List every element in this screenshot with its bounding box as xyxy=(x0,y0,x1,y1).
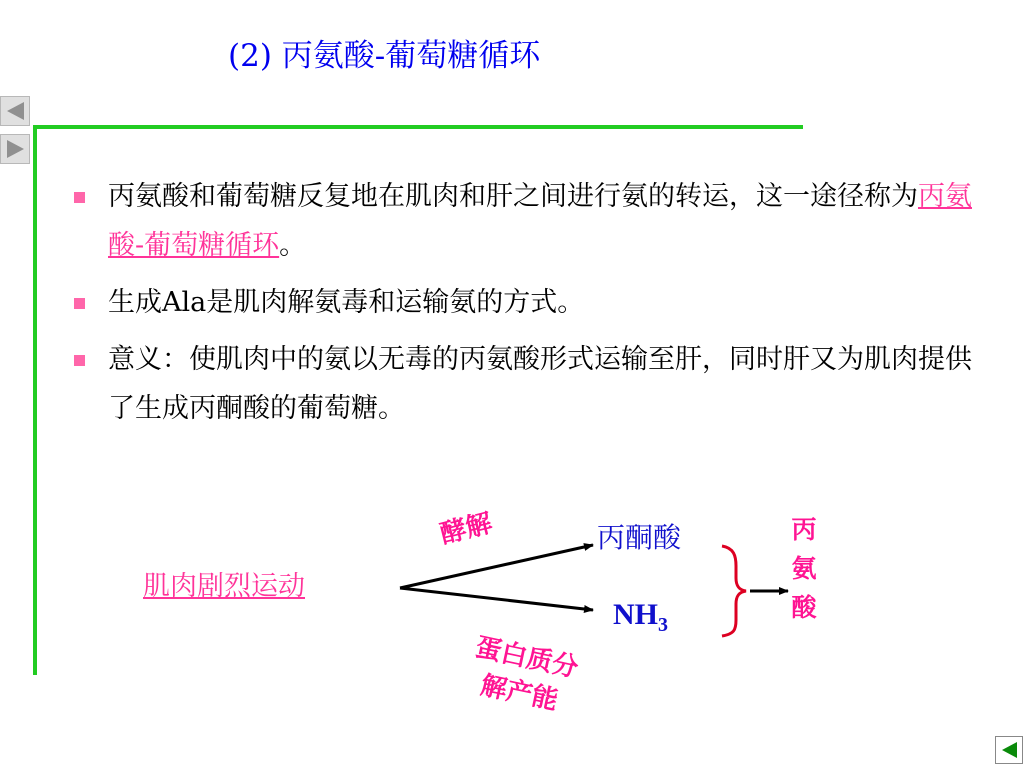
bullet-text: 生成Ala是肌肉解氨毒和运输氨的方式。 xyxy=(108,287,585,318)
alanine-char: 酸 xyxy=(791,593,817,622)
pyruvate-label: 丙酮酸 xyxy=(597,521,682,554)
alanine-label xyxy=(789,510,819,627)
bullet-text: 意义：使肌肉中的氨以无毒的丙氨酸形式运输至肝，同时肝又为肌肉提供了生成丙酮酸的葡萄糖。 xyxy=(108,344,972,424)
glycolysis-label: 酵解 xyxy=(437,508,496,550)
ammonia-subscript: 3 xyxy=(658,614,668,636)
cycle-link[interactable]: 丙氨酸-葡萄糖循环 xyxy=(108,181,972,261)
alanine-char: 氨 xyxy=(791,554,817,583)
arrow-to-ammonia xyxy=(400,588,593,610)
bullet-text-end: 。 xyxy=(279,230,307,261)
back-arrow-icon xyxy=(1002,742,1017,758)
alanine-char: 丙 xyxy=(791,515,817,544)
muscle-exercise-link[interactable]: 肌肉剧烈运动 xyxy=(143,571,305,602)
protein-breakdown-line1: 蛋白质分 xyxy=(472,632,581,684)
combine-brace xyxy=(722,546,746,636)
ammonia-formula: NH xyxy=(613,598,658,631)
return-button[interactable] xyxy=(995,736,1023,764)
ammonia-label xyxy=(613,598,668,637)
slide-title: (2) 丙氨酸-葡萄糖循环 xyxy=(228,38,541,74)
bullet-text: 丙氨酸和葡萄糖反复地在肌肉和肝之间进行氨的转运，这一途径称为 xyxy=(108,181,918,212)
protein-breakdown-line2: 解产能 xyxy=(477,670,561,717)
arrow-to-pyruvate xyxy=(400,545,593,588)
